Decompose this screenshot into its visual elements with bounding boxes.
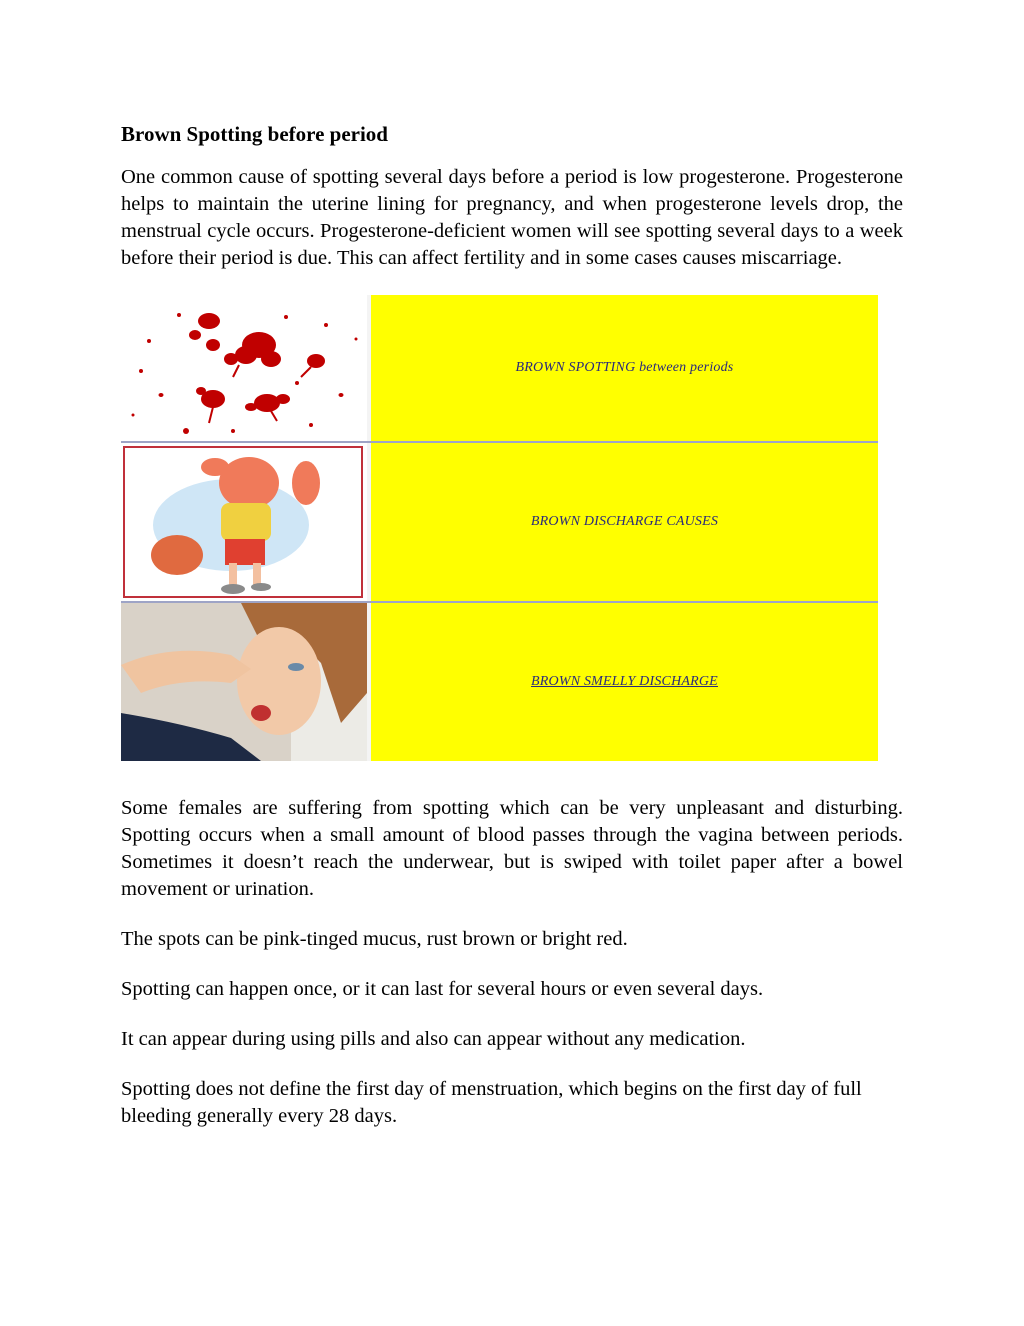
caption-panel-3: [371, 603, 878, 761]
spotting-description-paragraph: Some females are suffering from spotting which can be very unpleasant and disturbing. Spotting occurs when a small amount of blood passes through the vagina between periods. Sometimes it doesn’t reach the underwear, but is swiped with toilet paper after a bowel movement or urination.: [121, 797, 903, 900]
caption-panel-1: [371, 295, 878, 441]
spotting-duration-paragraph: Spotting can happen once, or it can last for several hours or even several days.: [121, 978, 764, 1000]
red-blood-spots-image: [121, 295, 367, 441]
document-content: [121, 120, 903, 1153]
caption-panel-2: [371, 443, 878, 601]
caption-brown-spotting: BROWN SPOTTING between periods: [515, 360, 734, 375]
spots-color-paragraph: The spots can be pink-tinged mucus, rust brown or bright red.: [121, 928, 628, 950]
intro-paragraph: One common cause of spotting several days before a period is low progesterone. Progesterone helps to maintain the uterine lining for pregnancy, and when progesterone levels drop, the menstrual cycle occurs. Progesterone-deficient women will see spotting several days to a week before their period is due. This can affect fertility and in some cases causes miscarriage.: [121, 166, 903, 269]
cartoon-girl-image: [121, 443, 367, 601]
page-title: Brown Spotting before period: [121, 122, 388, 146]
woman-holding-nose-image: [121, 603, 367, 761]
menstruation-paragraph: Spotting does not define the first day of menstruation, which begins on the first day of full bleeding generally every 28 days.: [121, 1078, 862, 1127]
figure-row-1: [121, 295, 878, 441]
pills-paragraph: It can appear during using pills and also can appear without any medication.: [121, 1028, 746, 1050]
spotting-figure: [121, 295, 878, 761]
caption-brown-discharge-causes: BROWN DISCHARGE CAUSES: [530, 514, 719, 529]
caption-brown-smelly-discharge[interactable]: BROWN SMELLY DISCHARGE: [531, 674, 718, 689]
figure-row-2: [121, 443, 878, 601]
figure-row-3: [121, 603, 878, 761]
